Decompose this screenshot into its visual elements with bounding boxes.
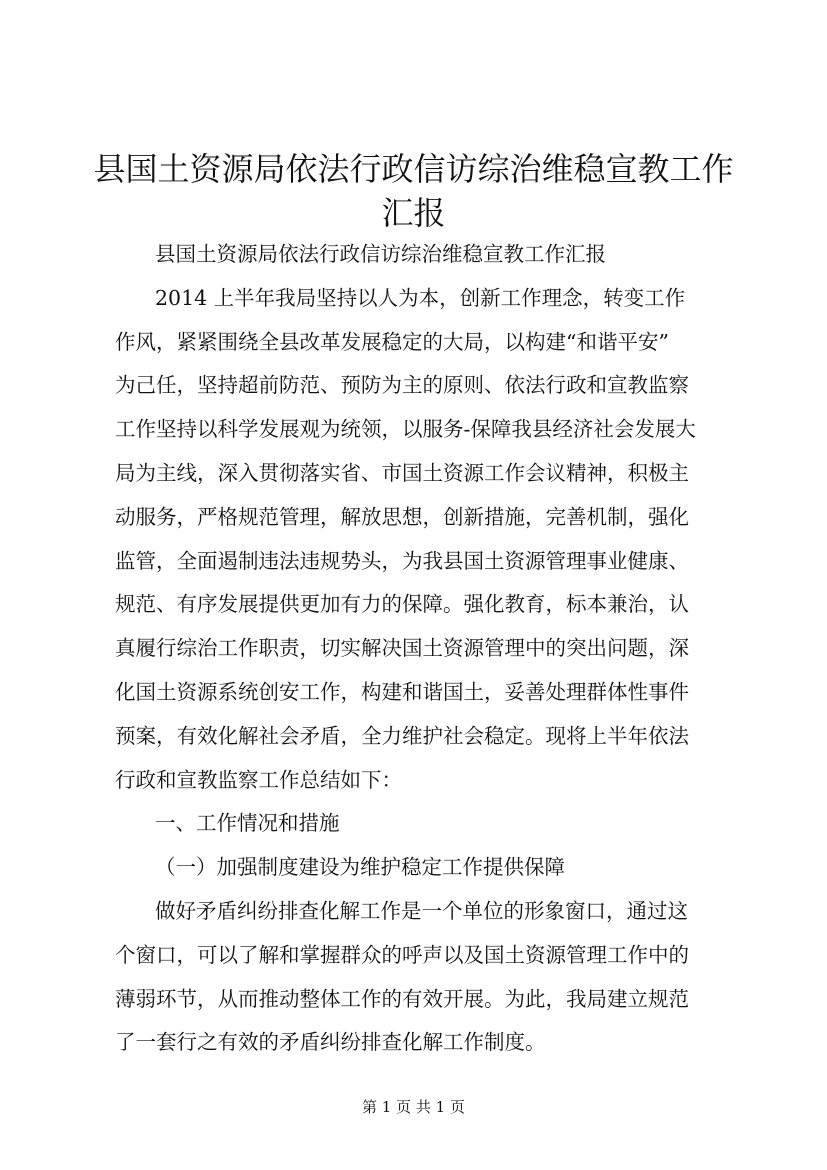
document-title-line1: 县国土资源局依法行政信访综治维稳宣教工作 (93, 150, 734, 188)
body-line: 作风，紧紧围绕全县改革发展稳定的大局，以构建“和谐平安” (115, 330, 669, 354)
body-line: 监管，全面遏制违法违规势头，为我县国土资源管理事业健康、 (115, 549, 689, 573)
body-line: 规范、有序发展提供更加有力的保障。强化教育，标本兼治，认 (115, 592, 689, 616)
body-line: 2014 上半年我局坚持以人为本，创新工作理念，转变工作 (155, 286, 686, 310)
section-heading: 一、工作情况和措施 (155, 811, 340, 835)
body-line: 工作坚持以科学发展观为统领，以服务-保障我县经济社会发展大 (115, 417, 696, 441)
body-line: 为己任，坚持超前防范、预防为主的原则、依法行政和宣教监察 (115, 373, 689, 397)
document-subtitle: 县国土资源局依法行政信访综治维稳宣教工作汇报 (155, 242, 606, 266)
body-line: 做好矛盾纠纷排查化解工作是一个单位的形象窗口，通过这 (155, 899, 688, 923)
body-line: 个窗口，可以了解和掌握群众的呼声以及国土资源管理工作中的 (115, 943, 689, 967)
body-line: 真履行综治工作职责，切实解决国土资源管理中的突出问题，深 (115, 636, 689, 660)
body-line: 化国土资源系统创安工作，构建和谐国土，妥善处理群体性事件 (115, 680, 689, 704)
body-line: 局为主线，深入贯彻落实省、市国土资源工作会议精神，积极主 (115, 461, 689, 485)
body-line: 预案，有效化解社会矛盾，全力维护社会稳定。现将上半年依法 (115, 724, 689, 748)
body-line: 了一套行之有效的矛盾纠纷排查化解工作制度。 (115, 1030, 546, 1054)
body-line: 行政和宣教监察工作总结如下： (115, 768, 402, 792)
body-line: 薄弱环节，从而推动整体工作的有效开展。为此，我局建立规范 (115, 987, 689, 1011)
subsection-heading: （一）加强制度建设为维护稳定工作提供保障 (155, 855, 565, 879)
document-title-line2: 汇报 (381, 194, 446, 232)
page-footer: 第 1 页 共 1 页 (362, 1098, 465, 1116)
body-line: 动服务，严格规范管理，解放思想，创新措施，完善机制，强化 (115, 505, 689, 529)
